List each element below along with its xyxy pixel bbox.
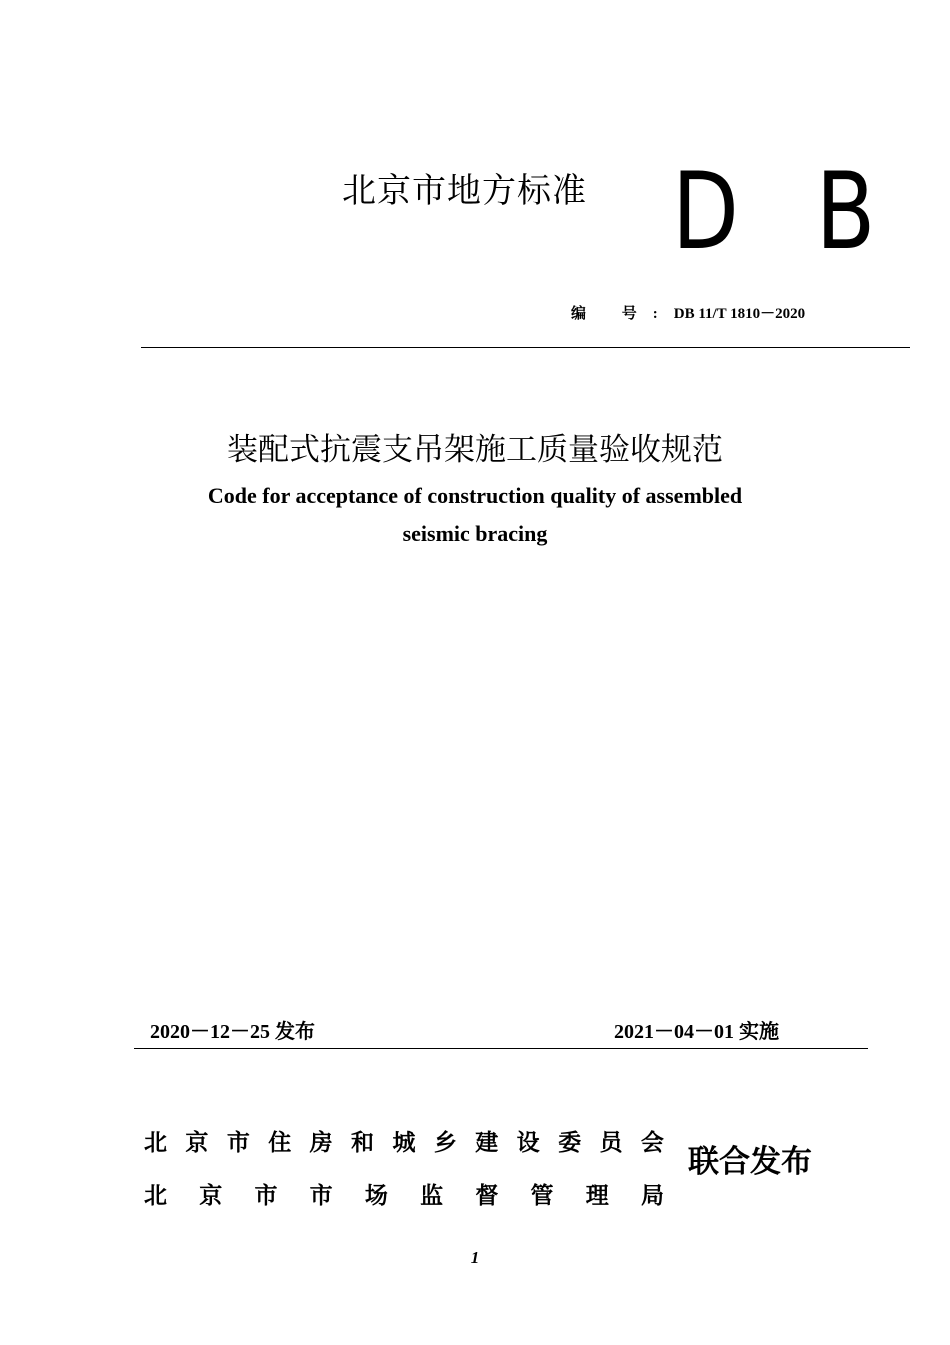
db-mark: D B xyxy=(672,150,900,273)
issuer-char: 场 xyxy=(364,1183,388,1209)
issuer-char: 局 xyxy=(640,1183,664,1209)
joint-publication-label: 联合发布 xyxy=(688,1144,812,1180)
issuer-char: 住 xyxy=(268,1130,292,1156)
issuer-char: 北 xyxy=(144,1183,167,1209)
issuer-char: 理 xyxy=(585,1183,609,1209)
issuer-char: 员 xyxy=(599,1130,623,1156)
issuer-char: 和 xyxy=(351,1130,375,1156)
title-english-line-1: Code for acceptance of construction quality of assembled xyxy=(207,483,743,508)
standard-number-label: 编 号: xyxy=(571,306,674,322)
issuer-char: 设 xyxy=(516,1130,540,1156)
issuer-char: 督 xyxy=(475,1183,499,1209)
issuer-char: 市 xyxy=(254,1183,278,1209)
issuer-char: 房 xyxy=(309,1130,333,1156)
issuer-char: 京 xyxy=(199,1183,223,1209)
issuer-market-bureau xyxy=(144,1180,664,1212)
issuer-char: 乡 xyxy=(433,1130,457,1156)
issuer-char: 市 xyxy=(309,1183,333,1209)
top-divider xyxy=(141,347,910,348)
issuer-char: 京 xyxy=(185,1130,209,1156)
page-number: 1 xyxy=(470,1248,480,1267)
standard-category: 北京市地方标准 xyxy=(342,171,587,211)
issuer-char: 北 xyxy=(144,1130,167,1156)
issuer-char: 会 xyxy=(640,1130,664,1156)
standard-number xyxy=(571,303,805,325)
title-chinese: 装配式抗震支吊架施工质量验收规范 xyxy=(227,432,723,468)
title-english xyxy=(0,477,950,553)
issuer-char: 委 xyxy=(558,1130,582,1156)
issue-date: 2020－12－25 发布 xyxy=(150,1021,315,1043)
issuer-char: 管 xyxy=(530,1183,554,1209)
bottom-divider xyxy=(134,1048,868,1049)
issuer-housing-commission xyxy=(144,1127,664,1159)
issuer-char: 市 xyxy=(226,1130,250,1156)
issuer-char: 城 xyxy=(392,1130,416,1156)
effective-date: 2021－04－01 实施 xyxy=(614,1021,779,1043)
title-english-line-2: seismic bracing xyxy=(402,521,548,546)
issuer-char: 监 xyxy=(420,1183,444,1209)
standard-number-value: DB 11/T 1810－2020 xyxy=(673,306,806,322)
issuer-char: 建 xyxy=(475,1130,499,1156)
